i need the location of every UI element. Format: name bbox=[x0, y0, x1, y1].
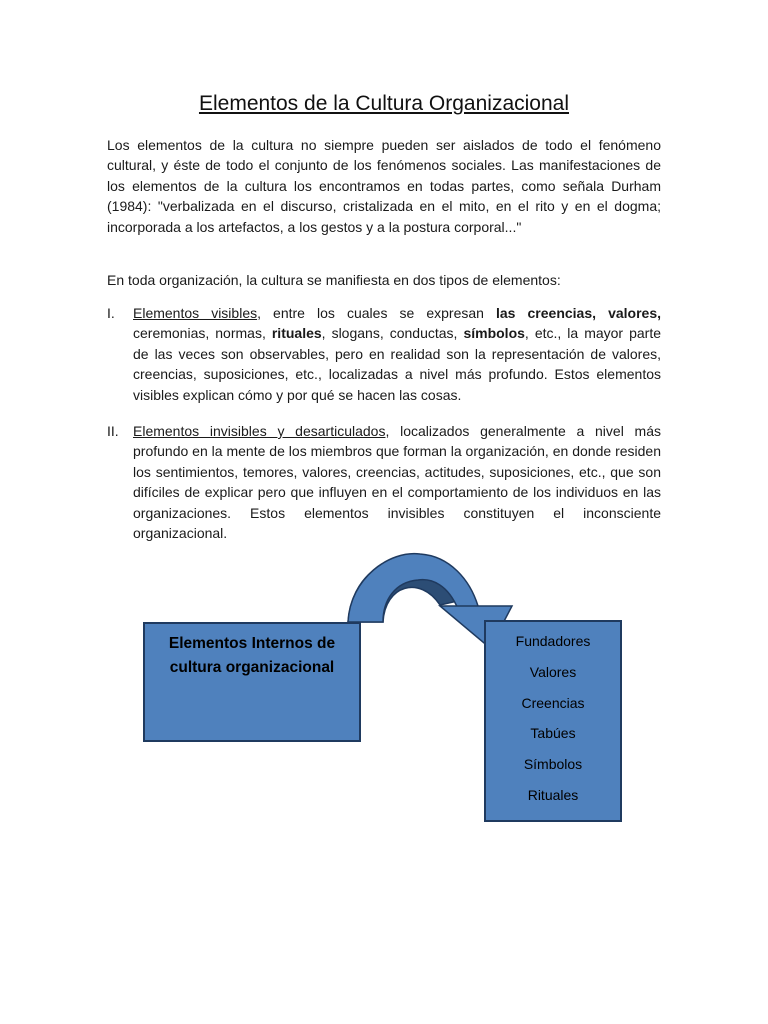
list-text-segment: ceremonias, normas, bbox=[133, 325, 272, 342]
elements-list-box bbox=[484, 620, 622, 822]
list-text-segment: , etc., la mayor parte de las veces son observables, pero en realidad son la representación de valores, creencias, suposiciones, etc., localizadas a nivel más profundo. Estos elementos visibles explican cómo y por qué se hacen las cosas. bbox=[133, 325, 662, 403]
element-item-creencias: Creencias bbox=[521, 694, 585, 711]
list-item-visible-elements bbox=[107, 303, 661, 405]
element-item-simbolos: Símbolos bbox=[523, 756, 583, 773]
list-item-text bbox=[133, 421, 661, 543]
element-item-fundadores: Fundadores bbox=[515, 633, 591, 649]
document-title: Elementos de la Cultura Organizacional bbox=[198, 92, 570, 115]
bold-text-segment: símbolos bbox=[463, 325, 525, 342]
internal-elements-title-line1: Elementos Internos de bbox=[168, 635, 336, 652]
list-marker: I. bbox=[107, 305, 115, 321]
bold-text-segment: rituales bbox=[271, 325, 322, 342]
list-text-segment: , localizados generalmente a nivel más profundo en la mente de los miembros que forman la organización, en donde residen los sentimientos, temores, valores, creencias, actitudes, suposiciones, etc., que son difíciles de explicar pero que influyen en el comportamiento de los individuos en las organizaciones. Estos elementos invisibles constituyen el inconsciente organizacional. bbox=[133, 423, 661, 542]
element-item-tabues: Tabúes bbox=[530, 725, 576, 742]
bold-text-segment: las creencias, valores, bbox=[496, 305, 661, 321]
term-invisible-elements: Elementos invisibles y desarticulados bbox=[133, 423, 386, 439]
list-item-text bbox=[133, 303, 661, 405]
list-marker: II. bbox=[107, 423, 119, 439]
intro-paragraph: Los elementos de la cultura no siempre pueden ser aislados de todo el fenómeno cultural, y éste de todo el conjunto de los fenómenos sociales. Las manifestaciones de los elementos de la cultura los encontramos en todas partes, como señala Durham (1984): "verbalizada en el discurso, cristalizada en el mito, en el rito y en el dogma; incorporada a los artefactos, a los gestos y a la postura corporal..." bbox=[107, 137, 661, 235]
internal-elements-box bbox=[143, 622, 361, 742]
list-item-invisible-elements bbox=[107, 421, 661, 543]
internal-elements-title-line2: cultura organizacional bbox=[169, 659, 335, 676]
element-item-valores: Valores bbox=[529, 663, 577, 680]
term-visible-elements: Elementos visibles bbox=[133, 305, 258, 321]
element-item-rituales: Rituales bbox=[527, 786, 579, 803]
list-text-segment: , entre los cuales se expresan bbox=[257, 305, 496, 321]
types-intro-paragraph: En toda organización, la cultura se manifiesta en dos tipos de elementos: bbox=[107, 272, 561, 288]
list-text-segment: , slogans, conductas, bbox=[321, 325, 464, 342]
